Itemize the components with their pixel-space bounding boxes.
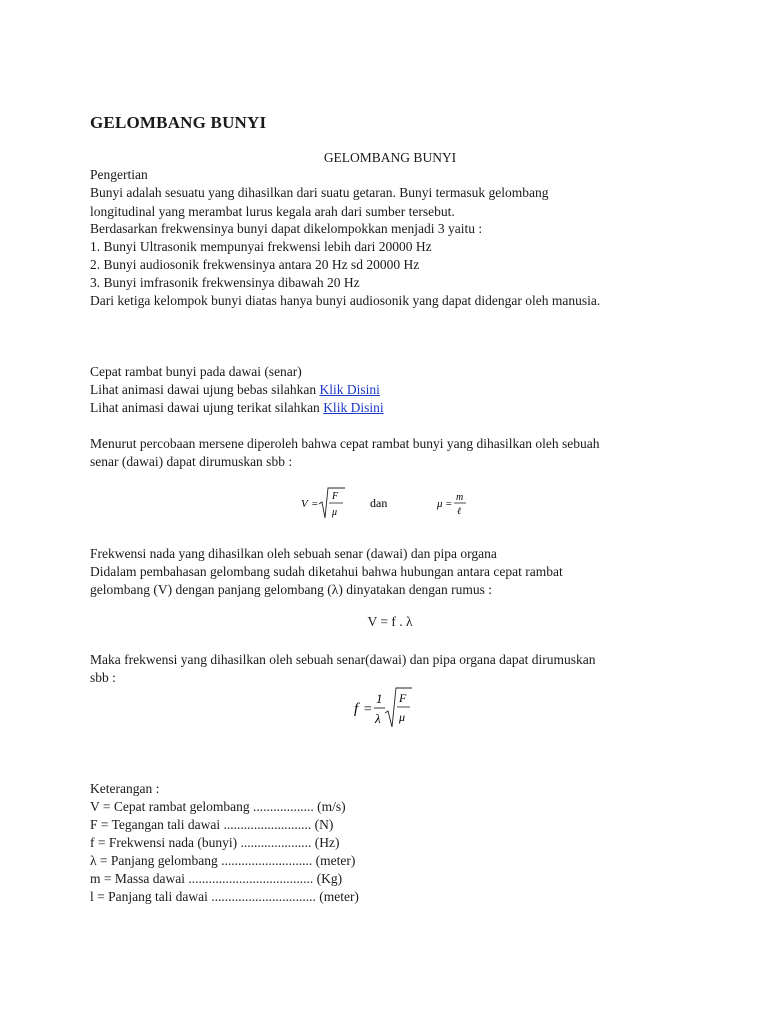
formula-velocity-image xyxy=(295,482,495,524)
section-heading: Frekwensi nada yang dihasilkan oleh sebuah senar (dawai) dan pipa organa xyxy=(90,546,497,561)
paragraph-line: Didalam pembahasan gelombang sudah diketahui bahwa hubungan antara cepat rambat xyxy=(90,564,563,579)
formula-eq: = xyxy=(363,702,373,717)
animation-line-text: Lihat animasi dawai ujung bebas silahkan xyxy=(90,382,320,397)
intro-line: Dari ketiga kelompok bunyi diatas hanya bunyi audiosonik yang dapat didengar oleh manusia. xyxy=(90,293,601,308)
section-heading: Cepat rambat bunyi pada dawai (senar) xyxy=(90,364,302,379)
legend-item: V = Cepat rambat gelombang .................. (m/s) xyxy=(90,799,346,814)
formula-l: ℓ xyxy=(457,506,462,517)
formula-one: 1 xyxy=(376,691,383,706)
paragraph-line: Menurut percobaan mersene diperoleh bahwa cepat rambat bunyi yang dihasilkan oleh sebuah xyxy=(90,436,600,451)
animation-line xyxy=(90,381,380,399)
formula-dan: dan xyxy=(370,496,388,510)
paragraph-line: gelombang (V) dengan panjang gelombang (λ) dinyatakan dengan rumus : xyxy=(90,582,493,597)
intro-line: 1. Bunyi Ultrasonik mempunyai frekwensi lebih dari 20000 Hz xyxy=(90,239,432,254)
document-subtitle: GELOMBANG BUNYI xyxy=(323,150,457,165)
intro-line: 3. Bunyi imfrasonik frekwensinya dibawah 20 Hz xyxy=(90,275,360,290)
paragraph-line: sbb : xyxy=(90,670,116,685)
animation-line-text: Lihat animasi dawai ujung terikat silahkan xyxy=(90,400,324,415)
paragraph-line: Maka frekwensi yang dihasilkan oleh sebuah senar(dawai) dan pipa organa dapat dirumuskan xyxy=(90,652,596,667)
page-title: GELOMBANG BUNYI xyxy=(90,113,267,132)
klik-disini-link-terikat[interactable]: Klik Disini xyxy=(323,400,384,415)
formula-eq: = xyxy=(311,498,319,510)
intro-line: Berdasarkan frekwensinya bunyi dapat dikelompokkan menjadi 3 yaitu : xyxy=(90,221,483,236)
formula-F: F xyxy=(332,491,339,502)
document-page xyxy=(90,0,690,1024)
intro-line: 2. Bunyi audiosonik frekwensinya antara 20 Hz sd 20000 Hz xyxy=(90,257,420,272)
intro-line: Pengertian xyxy=(90,167,148,182)
legend-item: m = Massa dawai ..................................... (Kg) xyxy=(90,871,343,886)
animation-line xyxy=(90,399,384,417)
formula-eq2: = xyxy=(445,498,453,510)
formula-v: V xyxy=(301,498,308,510)
formula-mu: μ xyxy=(332,507,338,518)
formula-mu2: μ xyxy=(437,498,443,510)
section-heading: Keterangan : xyxy=(90,781,160,796)
klik-disini-link-bebas[interactable]: Klik Disini xyxy=(319,382,380,397)
formula-m: m xyxy=(456,492,464,503)
formula-frequency-image xyxy=(352,685,422,731)
legend-item: λ = Panjang gelombang ........................... (meter) xyxy=(90,853,356,868)
formula-v-f-lambda: V = f . λ xyxy=(367,614,413,629)
intro-line: Bunyi adalah sesuatu yang dihasilkan dari suatu getaran. Bunyi termasuk gelombang xyxy=(90,185,549,200)
legend-item: F = Tegangan tali dawai .......................... (N) xyxy=(90,817,334,832)
intro-line: longitudinal yang merambat lurus kegala arah dari sumber tersebut. xyxy=(90,204,455,219)
formula-mu: μ xyxy=(399,710,406,724)
formula-F: F xyxy=(399,691,407,705)
legend-item: f = Frekwensi nada (bunyi) ..................... (Hz) xyxy=(90,835,340,850)
paragraph-line: senar (dawai) dapat dirumuskan sbb : xyxy=(90,454,293,469)
formula-f: f xyxy=(354,701,359,717)
formula-lambda: λ xyxy=(375,711,381,726)
legend-item: l = Panjang tali dawai ............................... (meter) xyxy=(90,889,359,904)
